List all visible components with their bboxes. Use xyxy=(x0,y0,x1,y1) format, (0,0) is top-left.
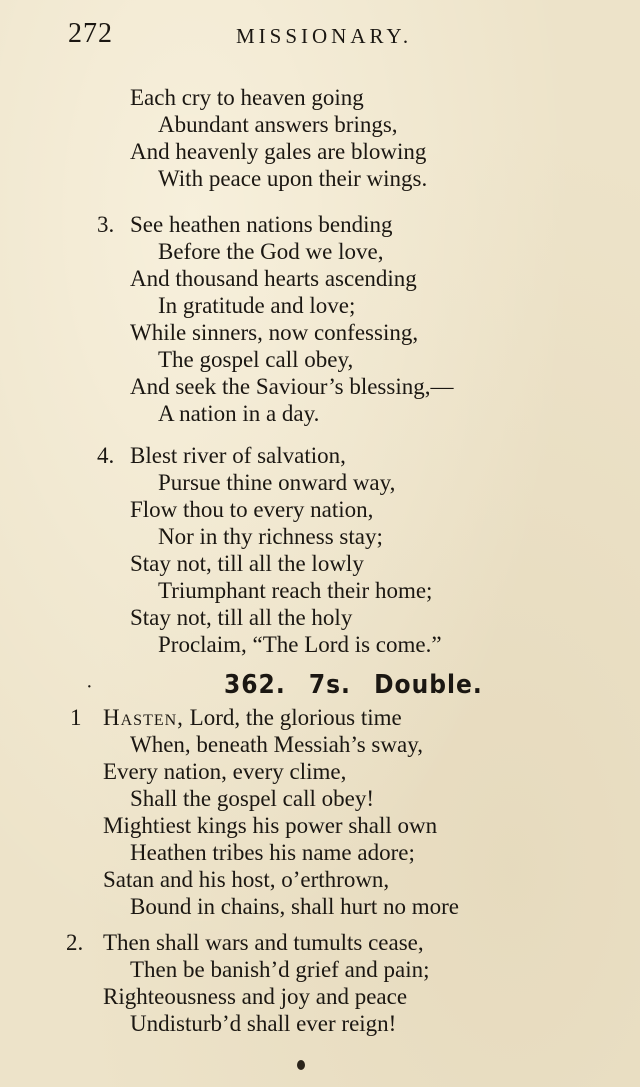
verse-line: And heavenly gales are blowing xyxy=(130,139,427,164)
verse-line: Righteousness and joy and peace xyxy=(103,984,408,1009)
verse-line: With peace upon their wings. xyxy=(158,166,428,191)
verse-line: When, beneath Messiah’s sway, xyxy=(130,732,423,757)
verse-line: Heathen tribes his name adore; xyxy=(130,840,415,865)
page-header xyxy=(0,18,640,54)
verse-line: Nor in thy richness stay; xyxy=(158,524,383,549)
verse-line: Every nation, every clime, xyxy=(103,759,347,784)
verse-line: Shall the gospel call obey! xyxy=(130,786,374,811)
verse-line: Stay not, till all the lowly xyxy=(130,551,364,576)
verse-line: A nation in a day. xyxy=(158,401,320,426)
verse-number: 1 xyxy=(70,705,82,730)
verse-number: 3. xyxy=(97,212,115,237)
verse-line: See heathen nations bending xyxy=(130,212,393,237)
verse-line: In gratitude and love; xyxy=(158,293,356,318)
verse-line: Pursue thine onward way, xyxy=(158,470,396,495)
verse-line: And seek the Saviour’s blessing,— xyxy=(130,374,454,399)
first-line-rest: Lord, the glorious time xyxy=(189,705,402,730)
verse-line: Then shall wars and tumults cease, xyxy=(103,930,424,955)
verse-line: Stay not, till all the holy xyxy=(130,605,353,630)
verse-line: Abundant answers brings, xyxy=(158,112,398,137)
running-title: MISSIONARY. xyxy=(236,24,413,48)
verse-line: While sinners, now confessing, xyxy=(130,320,419,345)
verse-line: Proclaim, “The Lord is come.” xyxy=(158,632,442,657)
verse-number: 4. xyxy=(97,443,115,468)
verse-line: Mightiest kings his power shall own xyxy=(103,813,438,838)
hymn-meter-type: Double. xyxy=(374,670,483,700)
verse-line: Triumphant reach their home; xyxy=(158,578,433,603)
hymn-number: 362. xyxy=(224,670,286,700)
footer-mark xyxy=(297,1060,305,1070)
verse-line: Flow thou to every nation, xyxy=(130,497,374,522)
verse-line xyxy=(103,704,402,731)
verse-line: Blest river of salvation, xyxy=(130,443,346,468)
verse-line: Satan and his host, o’erthrown, xyxy=(103,867,390,892)
verse-line: Undisturb’d shall ever reign! xyxy=(130,1011,397,1036)
verse-line: Then be banish’d grief and pain; xyxy=(130,957,430,982)
verse-line: Before the God we love, xyxy=(158,239,384,264)
verse-line: Bound in chains, shall hurt no more xyxy=(130,894,459,919)
verse-line: And thousand hearts ascending xyxy=(130,266,417,291)
hymn-heading xyxy=(224,670,497,700)
hymn-meter: 7s. xyxy=(308,670,351,700)
print-speck: · xyxy=(86,676,93,698)
verse-number: 2. xyxy=(66,930,84,955)
page-number: 272 xyxy=(68,18,113,49)
first-word: Hasten, xyxy=(103,705,184,730)
verse-line: The gospel call obey, xyxy=(158,347,354,372)
verse-line: Each cry to heaven going xyxy=(130,85,364,110)
